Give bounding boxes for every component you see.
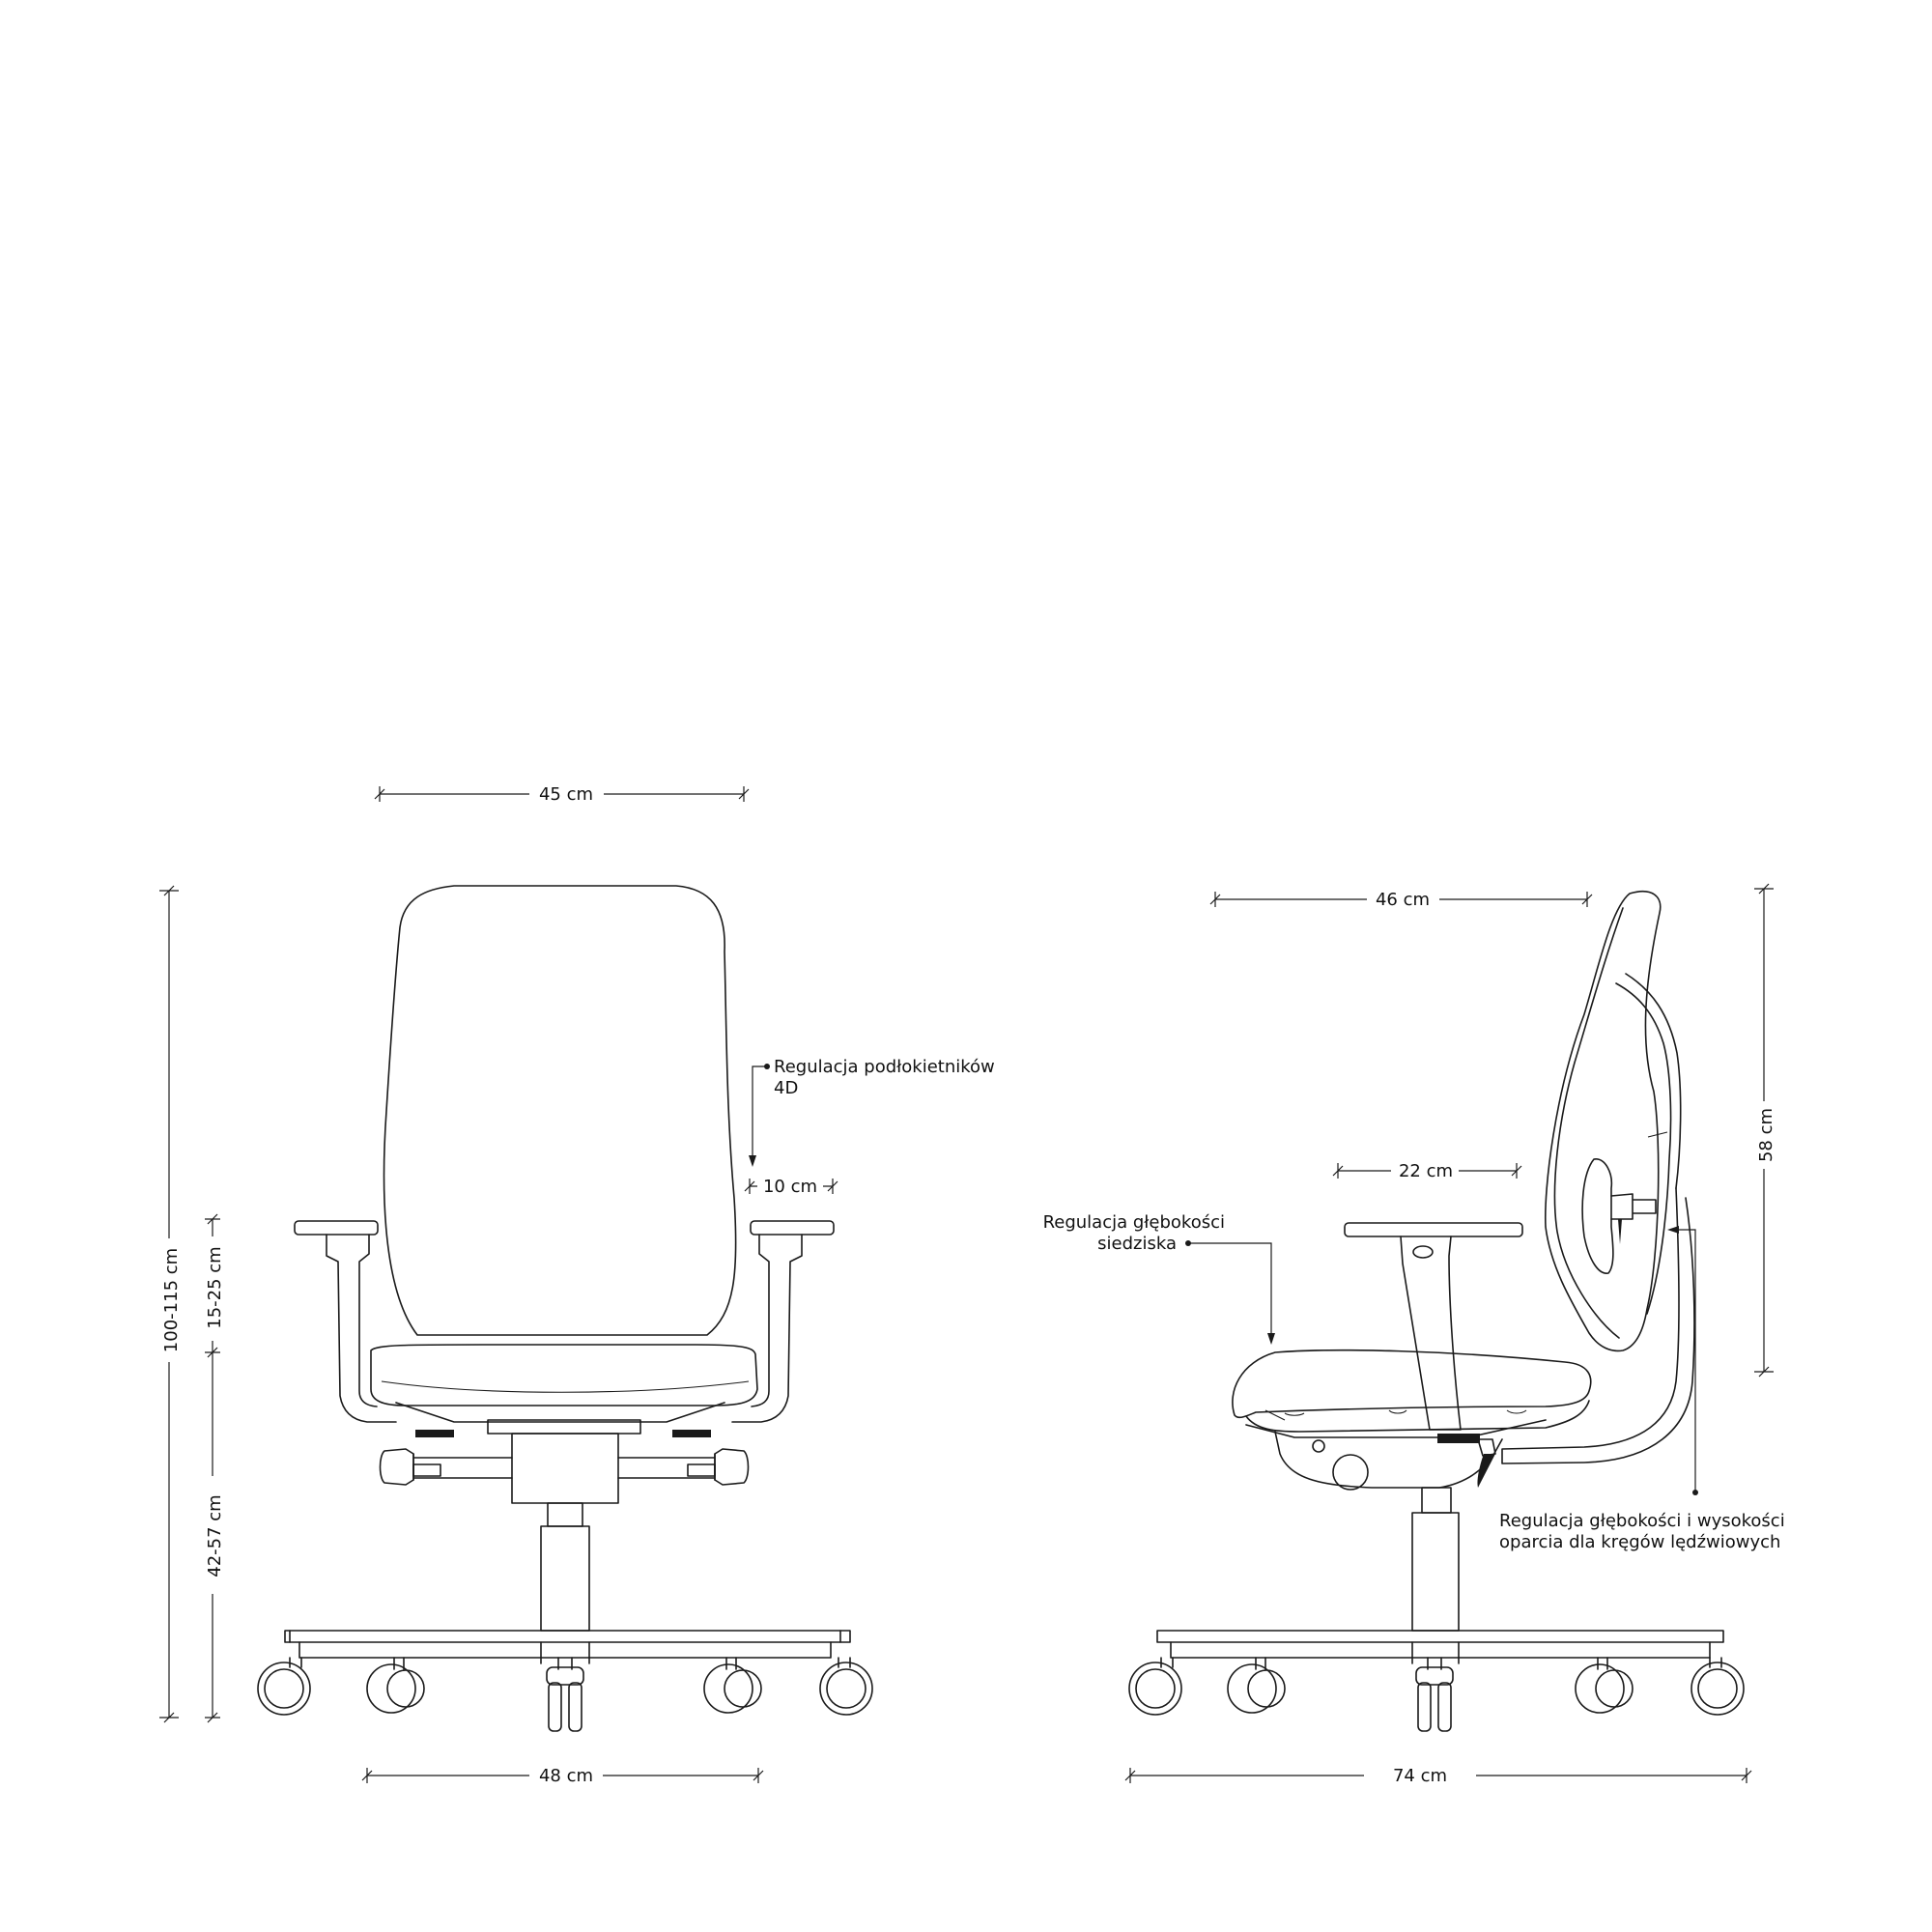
front-right-armrest-post bbox=[732, 1235, 802, 1422]
seat-depth-label-line2: siedziska bbox=[1097, 1234, 1177, 1254]
front-right-knob bbox=[715, 1449, 749, 1485]
front-caster-2 bbox=[367, 1658, 424, 1713]
front-gas-lift bbox=[541, 1526, 589, 1631]
dim-label-seat-height: 42-57 cm bbox=[205, 1494, 225, 1577]
front-left-armrest-post bbox=[327, 1235, 396, 1422]
front-dim-45 bbox=[375, 784, 749, 805]
dim-label-total-height: 100-115 cm bbox=[161, 1247, 182, 1353]
dim-label-10: 10 cm bbox=[762, 1177, 818, 1197]
lumbar-label-line1: Regulacja głębokości i wysokości bbox=[1499, 1511, 1785, 1531]
front-dim-total-height bbox=[159, 886, 182, 1722]
seat-depth-callout bbox=[1043, 1212, 1275, 1345]
front-dim-seat-height bbox=[205, 1352, 225, 1722]
side-mechanism-knob bbox=[1333, 1455, 1368, 1490]
front-backrest bbox=[384, 886, 736, 1335]
front-caster-3 bbox=[547, 1658, 583, 1731]
side-seat bbox=[1233, 1350, 1591, 1418]
front-view-chair bbox=[258, 886, 872, 1731]
front-dim-armrest-height bbox=[205, 1214, 225, 1357]
dim-label-45: 45 cm bbox=[538, 784, 594, 805]
front-caster-1 bbox=[258, 1658, 310, 1715]
side-caster-5 bbox=[1691, 1658, 1744, 1715]
dim-label-48: 48 cm bbox=[538, 1766, 594, 1786]
dim-label-58: 58 cm bbox=[1756, 1107, 1776, 1163]
armrest-label-line1: Regulacja podłokietników bbox=[774, 1057, 995, 1077]
front-gas-lift-top bbox=[548, 1503, 582, 1526]
dim-label-armrest-height: 15-25 cm bbox=[205, 1246, 225, 1329]
dim-label-74: 74 cm bbox=[1392, 1766, 1448, 1786]
side-dim-46 bbox=[1210, 890, 1592, 910]
front-caster-4 bbox=[704, 1658, 761, 1713]
front-caster-5 bbox=[820, 1658, 872, 1715]
armrest-adjustment-callout bbox=[749, 1057, 995, 1167]
front-dim-10 bbox=[745, 1177, 838, 1197]
dim-label-46: 46 cm bbox=[1375, 890, 1431, 910]
side-lumbar-support bbox=[1582, 1159, 1613, 1273]
armrest-label-line2: 4D bbox=[774, 1078, 799, 1098]
side-caster-2 bbox=[1228, 1658, 1285, 1713]
side-caster-4 bbox=[1576, 1658, 1633, 1713]
lumbar-callout bbox=[1499, 1226, 1785, 1552]
side-gas-lift bbox=[1412, 1513, 1459, 1631]
side-dim-22 bbox=[1333, 1161, 1521, 1181]
side-backrest-frame bbox=[1546, 892, 1661, 1351]
side-view-chair bbox=[1129, 892, 1744, 1731]
side-caster-1 bbox=[1129, 1658, 1181, 1715]
side-caster-3 bbox=[1416, 1658, 1453, 1731]
front-left-armrest-pad bbox=[295, 1221, 378, 1235]
dim-label-22: 22 cm bbox=[1398, 1161, 1454, 1181]
side-base-top bbox=[1157, 1631, 1723, 1642]
side-dim-74 bbox=[1125, 1766, 1751, 1786]
front-mechanism-box bbox=[512, 1434, 618, 1503]
front-seat bbox=[371, 1345, 757, 1406]
side-armrest-pad bbox=[1345, 1223, 1522, 1236]
side-armrest-post bbox=[1401, 1236, 1461, 1430]
front-dim-48 bbox=[362, 1766, 763, 1786]
seat-depth-label-line1: Regulacja głębokości bbox=[1042, 1212, 1225, 1233]
side-dim-58 bbox=[1754, 884, 1776, 1377]
lumbar-label-line2: oparcia dla kręgów lędźwiowych bbox=[1499, 1532, 1781, 1552]
front-left-knob bbox=[381, 1449, 414, 1485]
front-right-armrest-pad bbox=[751, 1221, 834, 1235]
front-base-top bbox=[285, 1631, 850, 1642]
